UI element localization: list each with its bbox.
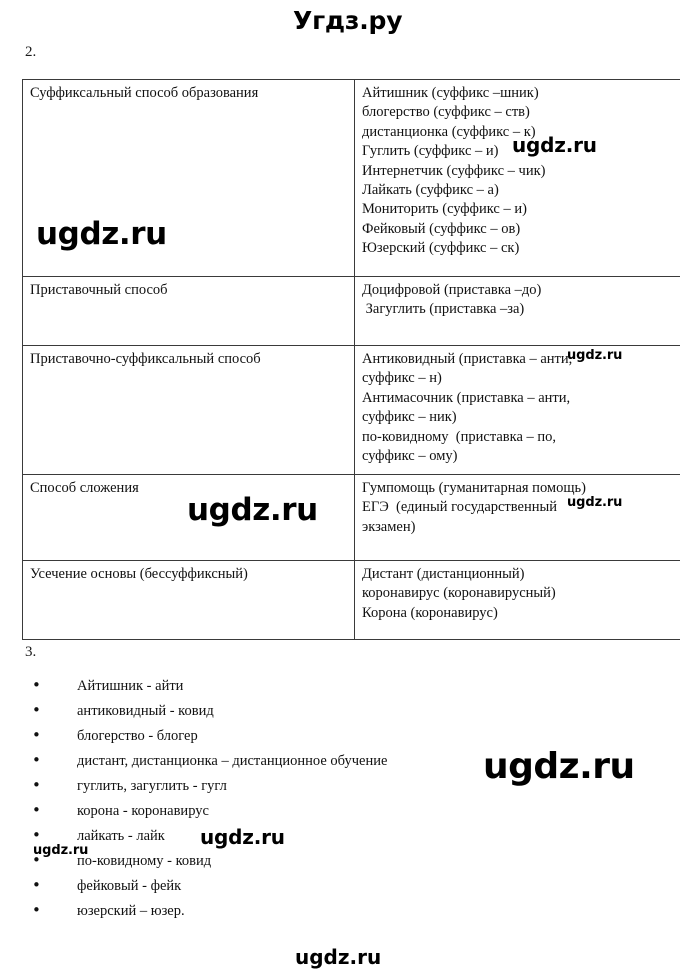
example-line: суффикс – ник) <box>362 409 457 426</box>
watermark: ugdz.ru <box>567 495 623 510</box>
example-line: Доцифровой (приставка –до) <box>362 282 542 298</box>
list-item: • корона - коронавирус <box>30 803 630 828</box>
example-line: экзамен) <box>362 518 416 535</box>
watermark: ugdz.ru <box>512 133 597 157</box>
task-2-number: 2. <box>25 44 37 60</box>
watermark-bottom: ugdz.ru <box>295 945 382 969</box>
method-name: Суффиксальный способ образования <box>30 85 259 101</box>
example-line: Айтишник (суффикс –шник) <box>362 85 539 101</box>
example-line: Загуглить (приставка –за) <box>362 301 525 318</box>
example-line: суффикс – ому) <box>362 448 458 465</box>
table-row <box>23 346 680 475</box>
example-line: по-ковидному (приставка – по, <box>362 428 557 445</box>
example-line: Юзерский (суффикс – ск) <box>362 240 520 257</box>
table-cell-method <box>23 80 355 277</box>
example-line: Фейковый (суффикс – ов) <box>362 220 521 237</box>
list-item: • гуглить, загуглить - гугл <box>30 778 630 803</box>
method-name: Способ сложения <box>30 480 139 496</box>
table-cell-examples <box>355 346 680 475</box>
watermark: ugdz.ru <box>33 843 89 858</box>
watermark: ugdz.ru <box>187 492 318 528</box>
example-line: Антимасочник (приставка – анти, <box>362 389 571 406</box>
list-item: • юзерский – юзер. <box>30 903 630 928</box>
method-name: Приставочный способ <box>30 282 168 298</box>
table-row <box>23 475 680 561</box>
task-3-number: 3. <box>25 644 37 660</box>
method-name: Приставочно-суффиксальный способ <box>30 351 261 367</box>
example-line: Антиковидный (приставка – анти, <box>362 351 573 367</box>
example-line: Дистант (дистанционный) <box>362 566 525 582</box>
example-line: Гуглить (суффикс – и) <box>362 143 499 160</box>
table-cell-examples <box>355 80 680 277</box>
example-line: коронавирус (коронавирусный) <box>362 585 556 602</box>
list-item: • дистант, дистанционка – дистанционное обучение <box>30 753 630 778</box>
example-line: Корона (коронавирус) <box>362 604 498 621</box>
example-line: дистанционка (суффикс – к) <box>362 123 536 140</box>
list-item: • фейковый - фейк <box>30 878 630 903</box>
site-header <box>0 2 680 38</box>
watermark: ugdz.ru <box>483 746 635 787</box>
word-formation-table <box>22 79 680 640</box>
example-line: Интернетчик (суффикс – чик) <box>362 162 546 179</box>
method-name: Усечение основы (бессуффиксный) <box>30 566 248 582</box>
example-line: ЕГЭ (единый государственный <box>362 499 557 516</box>
table-cell-method <box>23 346 355 475</box>
example-line: суффикс – н) <box>362 370 442 387</box>
table-cell-examples <box>355 561 680 640</box>
table-cell-method <box>23 475 355 561</box>
list-item: • антиковидный - ковид <box>30 703 630 728</box>
table-row <box>23 561 680 640</box>
list-item: • по-ковидному - ковид <box>30 853 630 878</box>
list-item: • лайкать - лайк <box>30 828 630 853</box>
table-cell-examples <box>355 475 680 561</box>
example-line: Лайкать (суффикс – а) <box>362 182 499 199</box>
list-item: • блогерство - блогер <box>30 728 630 753</box>
watermark: ugdz.ru <box>200 825 285 849</box>
watermark: ugdz.ru <box>36 216 167 252</box>
watermark: ugdz.ru <box>567 348 623 363</box>
example-line: Гумпомощь (гуманитарная помощь) <box>362 480 586 496</box>
table-row <box>23 277 680 346</box>
site-logo: Угдз.ру <box>293 6 403 35</box>
table-cell-method <box>23 561 355 640</box>
table-cell-method <box>23 277 355 346</box>
list-item: • Айтишник - айти <box>30 678 630 703</box>
example-line: блогерство (суффикс – ств) <box>362 104 530 121</box>
table-row <box>23 80 680 277</box>
answer-bullet-list <box>30 678 630 928</box>
table-cell-examples <box>355 277 680 346</box>
example-line: Мониторить (суффикс – и) <box>362 201 527 218</box>
